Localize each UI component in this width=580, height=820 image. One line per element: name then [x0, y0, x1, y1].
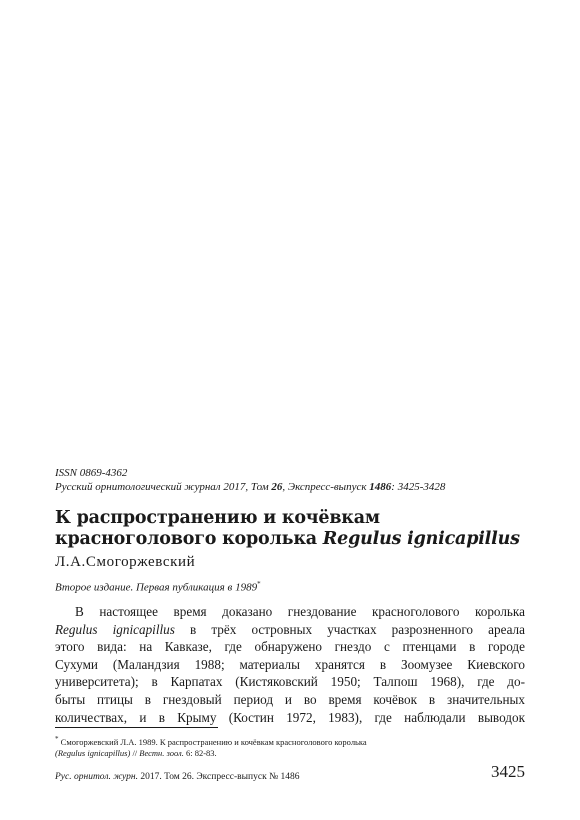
author: Л.А.Смогоржевский: [55, 554, 196, 570]
edition-text: Второе издание. Первая публикация в 1989: [55, 581, 258, 594]
footnote-rest: 6: 82-83.: [183, 748, 217, 759]
running-footer: [55, 771, 300, 783]
body-line: быты птицы в гнездовый период и во время кочёвок в значительных: [55, 691, 525, 707]
journal-issue: 1486: [369, 481, 392, 493]
journal-issue-label: , Экспресс-выпуск: [282, 481, 370, 493]
article-title: [55, 508, 535, 550]
body-line: количествах, и в Крыму (Костин 1972, 1983), где наблюдали выводок: [55, 709, 525, 725]
footnote-rule: [55, 727, 218, 728]
title-species: Regulus ignicapillus: [322, 529, 520, 549]
edition-note: [55, 578, 261, 595]
body-line: В настоящее время доказано гнездование красноголового королька: [75, 604, 525, 619]
body-line: [55, 621, 525, 639]
body-line-text: в трёх островных участках разрозненного ареала: [174, 621, 525, 637]
footnote-text: Смогоржевский Л.А. 1989. К распространению и кочёвкам красноголового королька: [58, 736, 367, 747]
body-species: Regulus ignicapillus: [55, 621, 175, 637]
body-line: Сухуми (Маландзия 1988; материалы хранятся в Зоомузее Киевского: [55, 656, 525, 672]
body-line: университета); в Карпатах (Кистяковский 1950; Талпош 1968), где до-: [55, 674, 525, 690]
journal-name: Русский орнитологический журнал 2017, Том: [55, 481, 272, 493]
footnote-mark: *: [55, 735, 59, 743]
footer-journal-abbr: Рус. орнитол. журн.: [55, 772, 138, 782]
footnote-source: Вестн. зоол.: [139, 748, 184, 759]
footer-info: 2017. Том 26. Экспресс-выпуск № 1486: [137, 772, 300, 782]
footnote-separator: //: [130, 748, 140, 759]
journal-citation: [55, 481, 445, 494]
title-text: К распространению и кочёвкам красноголового королька: [55, 508, 380, 549]
body-line: этого вида: на Кавказе, где обнаружено гнездо с птенцами в городе: [55, 639, 525, 655]
footnote: [55, 734, 525, 760]
footnote-species: (Regulus ignicapillus): [55, 748, 131, 759]
page-number: 3425: [491, 762, 525, 781]
edition-footnote-mark: *: [257, 580, 261, 588]
article-body: [55, 603, 525, 726]
journal-volume: 26: [271, 481, 283, 493]
issn: ISSN 0869-4362: [55, 467, 128, 479]
journal-pages: : 3425-3428: [391, 481, 446, 493]
